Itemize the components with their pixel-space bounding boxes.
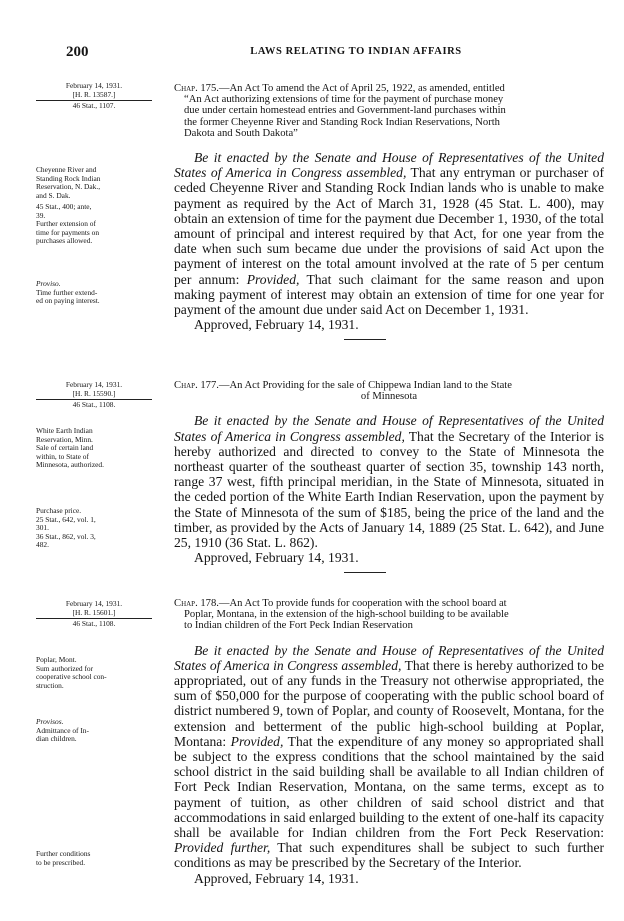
chapter-title: Chap. 177.—An Act Providing for the sale of Chippewa Indian land to the State of Minnesota <box>174 380 512 403</box>
chapter-175-margin-note: Proviso. Time further extend- ed on paying interest. <box>36 279 100 306</box>
chapter-end-rule <box>344 339 386 340</box>
chapter-177 <box>174 380 604 573</box>
chapter-178-margin-note: Provisos. Admittance of In- dian children. <box>36 717 89 744</box>
chapter-178-sidenote-header <box>36 600 152 629</box>
section-text-continued: That the expenditure of any money so appropriated shall be subject to the express conditions that the school maintained by the said school district in the said building shall be available to all Indian children of Fort Peck Indian Reservation, Montana, on the same terms, except as to payment of tuition, as other children of said school district and that accommodations in said enlarged building to the extent of one-half its capacity shall be available for Indian children from the Fort Peck Reservation: <box>174 733 604 841</box>
chapter-175-margin-note: 45 Stat., 400; ante, 39. Further extension of time for payments on purchases allowed. <box>36 202 100 246</box>
sidenote-stat: 46 Stat., 1108. <box>72 400 116 410</box>
enacting-clause: Be it enacted by the Senate and House of Representatives of the United States of America in Congress assembled, <box>174 642 604 673</box>
chapter-175-margin-note: Cheyenne River and Standing Rock Indian Reservation, N. Dak., and S. Dak. <box>36 165 101 200</box>
chapter-title: Chap. 178.—An Act To provide funds for cooperation with the school board at Poplar, Montana, in the extension of the high-school building to be available to Indian children of the Fort Peck Indian Reservation <box>174 598 509 632</box>
section-text-final: That such expenditures shall be subject to such further conditions as may be prescribed by the Secretary of the Interior. <box>174 840 605 871</box>
sidenote-bill: [H. R. 13587.] <box>72 89 116 99</box>
chapter-text <box>174 413 604 550</box>
enacting-clause: Be it enacted by the Senate and House of Representatives of the United States of America in Congress assembled, <box>174 150 604 181</box>
chapter-title: Chap. 175.—An Act To amend the Act of April 25, 1922, as amended, entitled “An Act authorizing extensions of time for the payment of purchase money due under certain homestead entries and Government-land purchases within the former Cheyenne River and Standing Rock Indian Reservations, North Dakota and South Dakota” <box>174 83 506 139</box>
sidenote-date: February 14, 1931. <box>65 380 123 389</box>
chapter-label: Chap. 177. <box>174 380 219 391</box>
chapter-label: Chap. 175. <box>174 83 219 94</box>
chapter-178-margin-note: Poplar, Mont. Sum authorized for cooperative school con- struction. <box>36 655 107 690</box>
approval-line: Approved, February 14, 1931. <box>194 317 359 333</box>
proviso-further-label: Provided further, <box>174 840 271 856</box>
proviso-label: Provided, <box>246 271 300 287</box>
sidenote-bill: [H. R. 15601.] <box>72 607 116 617</box>
approval-line: Approved, February 14, 1931. <box>194 550 359 566</box>
chapter-178 <box>174 598 604 886</box>
chapter-177-margin-note: Purchase price. 25 Stat., 642, vol. 1, 301. 36 Stat., 862, vol. 3, 482. <box>36 506 96 550</box>
sidenote-stat: 46 Stat., 1107. <box>72 101 116 111</box>
approval-line: Approved, February 14, 1931. <box>194 870 359 886</box>
section-text: That any entryman or purchaser of ceded Cheyenne River and Standing Rock Indian lands who is unable to make payment as required by the Act of March 31, 1928 (45 Stat. L. 400), may obtain an extension of time for the payment due December 1, 1930, of the total amount of principal and interest required by that Act, for one year from the date when such sum became due under the provisions of said Act upon the payment of interest on the total amount involved at the rate of 5 per centum per annum: <box>174 165 604 287</box>
running-head: LAWS RELATING TO INDIAN AFFAIRS <box>250 46 462 57</box>
chapter-end-rule <box>344 572 386 573</box>
sidenote-bill: [H. R. 15590.] <box>72 388 116 398</box>
chapter-text <box>174 150 604 317</box>
chapter-177-sidenote-header <box>36 381 152 410</box>
page-number: 200 <box>66 44 89 60</box>
section-text-continued: That such claimant for the same reason and upon making payment of interest may obtain an extension of time for one year for payment of the amount due under said Act on December 1, 1931. <box>174 271 604 318</box>
page-header <box>66 44 606 62</box>
proviso-label: Provided, <box>230 733 284 749</box>
sidenote-date: February 14, 1931. <box>65 81 123 90</box>
chapter-175-sidenote-header <box>36 82 152 111</box>
chapter-text <box>174 643 604 871</box>
enacting-clause: Be it enacted by the Senate and House of Representatives of the United States of America in Congress assembled, <box>174 413 604 444</box>
section-text: That there is hereby authorized to be appropriated, out of any funds in the Treasury not otherwise appropriated, the sum of $50,000 for the purpose of cooperating with the public school board of district numbered 9, town of Poplar, and county of Roosevelt, Montana, for the extension and betterment of the public high-school building at Poplar, Montana: <box>174 657 604 749</box>
sidenote-date: February 14, 1931. <box>65 599 123 608</box>
section-text: That the Secretary of the Interior is hereby authorized and directed to convey to the State of Minnesota the northeast quarter of the southeast quarter of section 35, township 143 north, range 37 west, fifth principal meridian, in the State of Minnesota, situated in the ceded portion of the White Earth Indian Reservation, upon the payment by the State of Minnesota of the sum of $185, being the price of the land and the timber, as provided by the Acts of January 14, 1889 (25 Stat. L. 642), and June 25, 1910 (36 Stat. L. 862). <box>174 428 604 551</box>
chapter-175 <box>174 83 604 340</box>
chapter-label: Chap. 178. <box>174 598 219 609</box>
sidenote-stat: 46 Stat., 1108. <box>72 619 116 629</box>
chapter-177-margin-note: White Earth Indian Reservation, Minn. Sale of certain land within, to State of Minnesota, authorized. <box>36 426 104 470</box>
chapter-178-margin-note: Further conditions to be prescribed. <box>36 849 91 867</box>
